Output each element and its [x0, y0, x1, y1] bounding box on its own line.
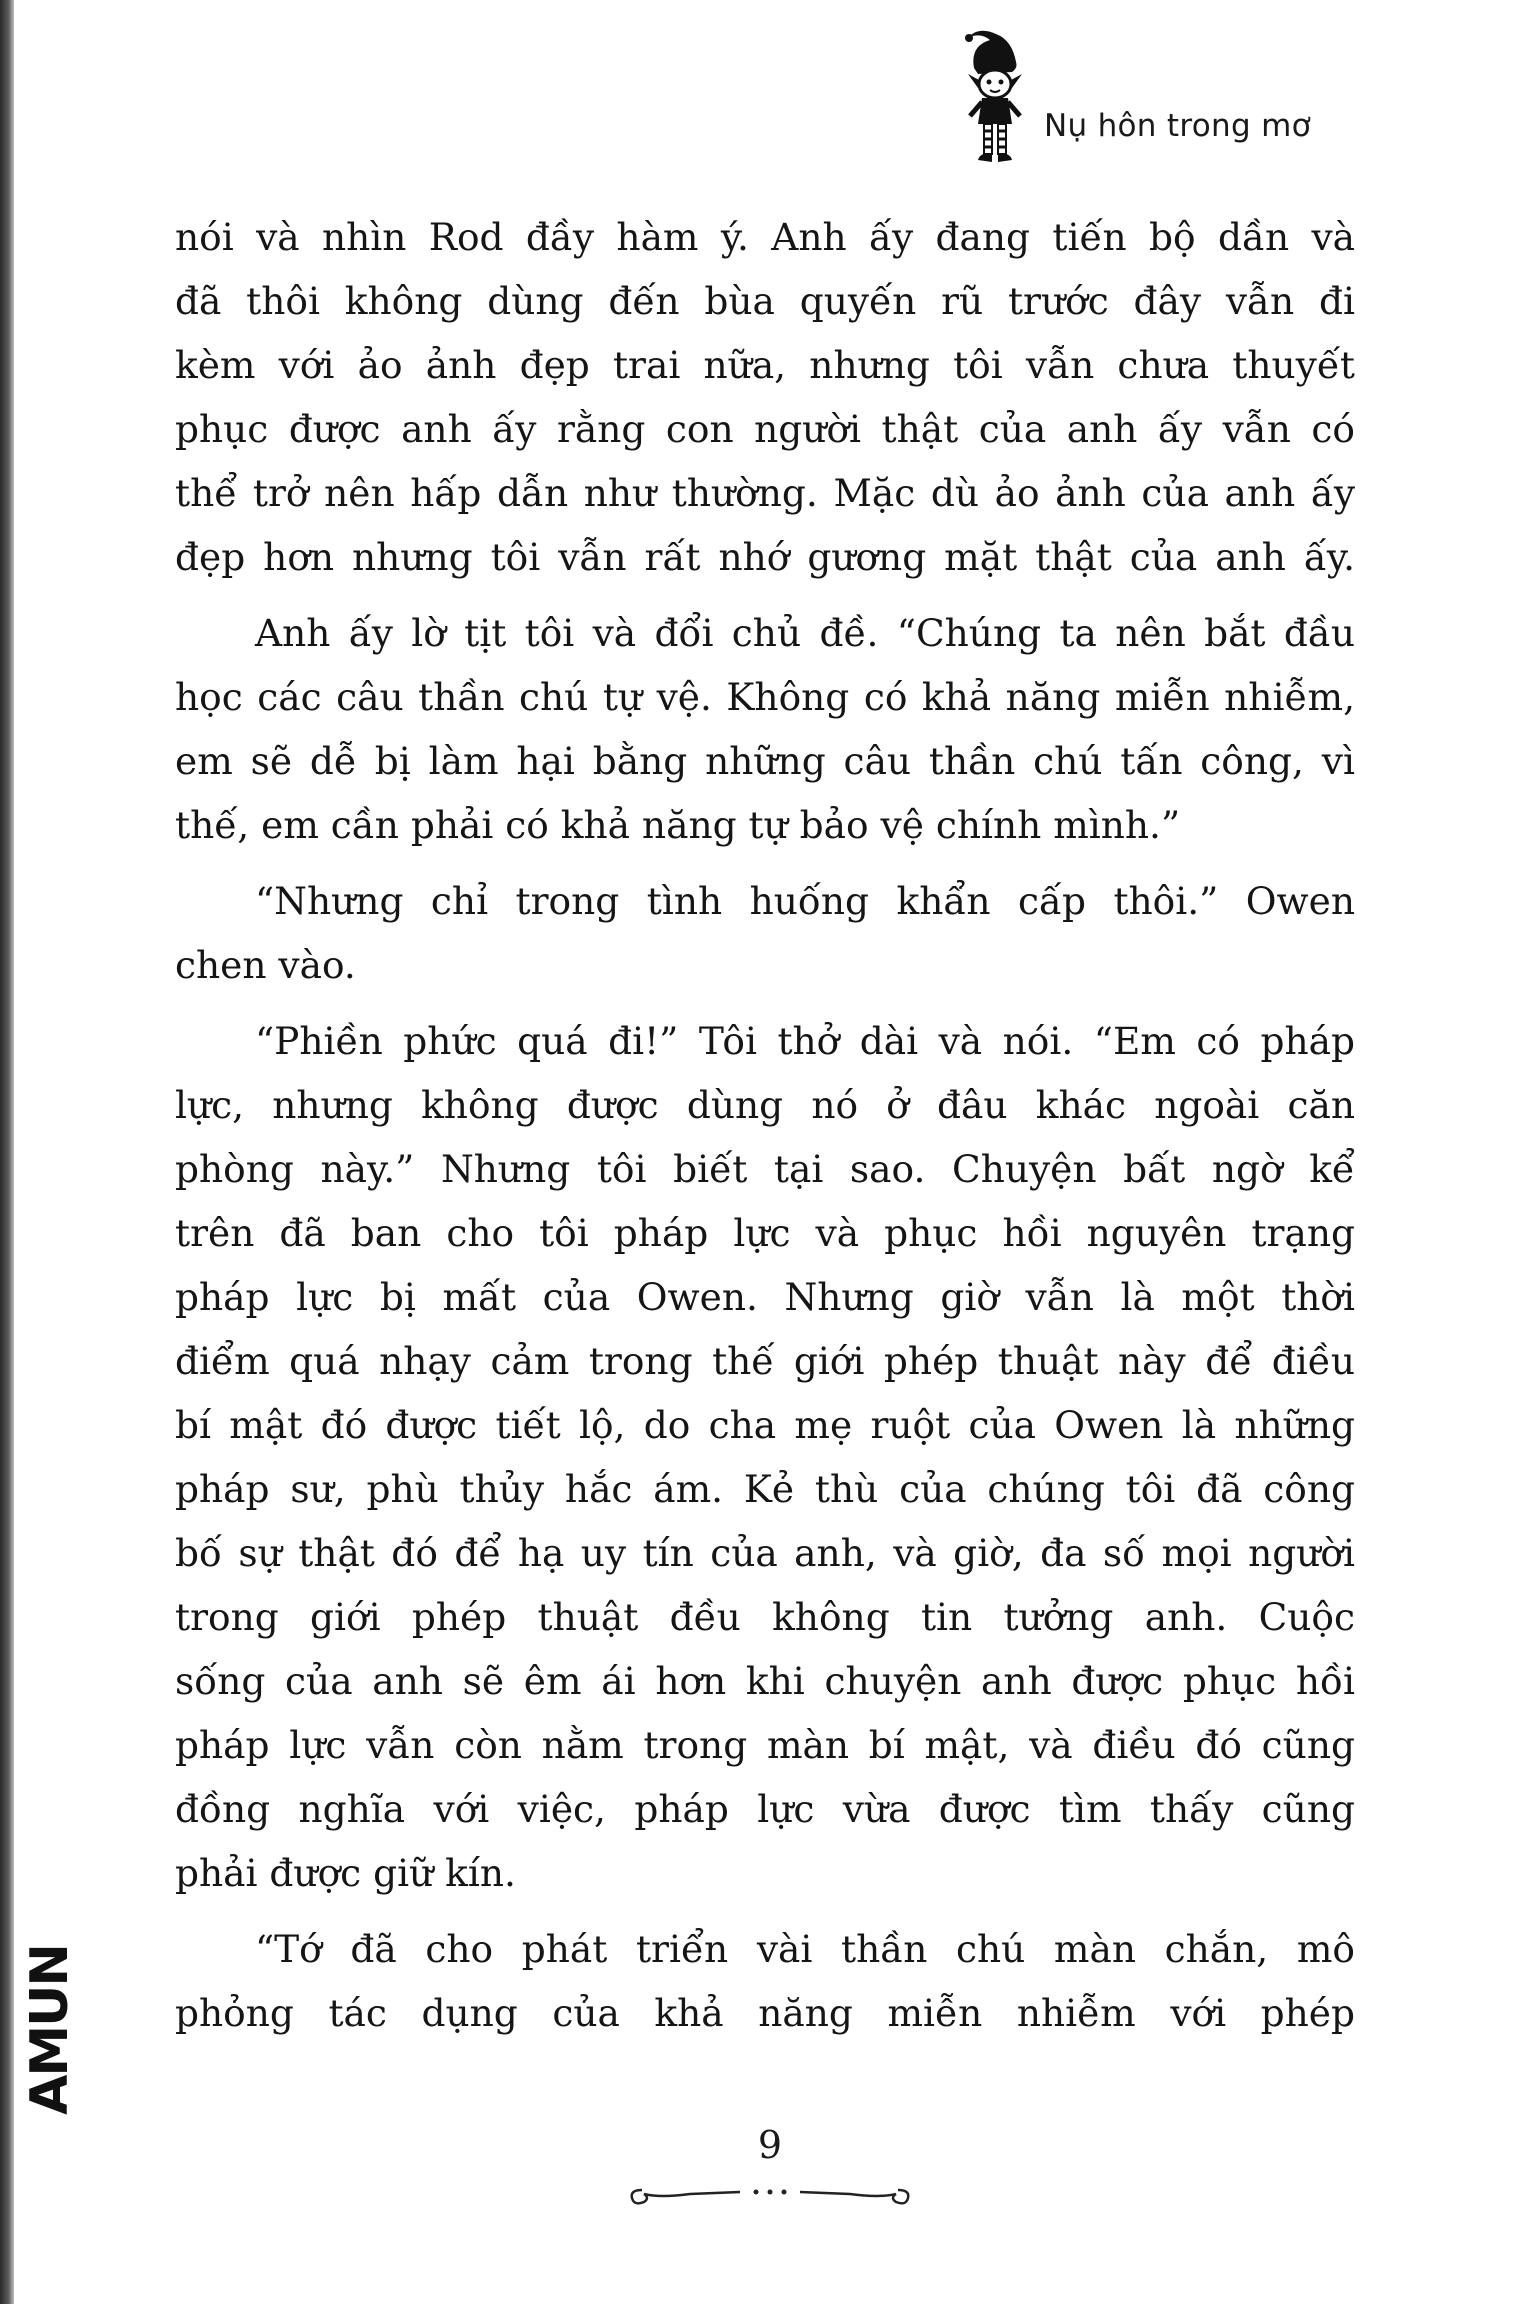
text-line: pháp lực bị mất của Owen. Nhưng giờ vẫn là một thời	[175, 1275, 1355, 1319]
text-line: “Phiền phức quá đi!” Tôi thở dài và nói. “Em có pháp	[255, 1019, 1355, 1063]
text-line: phòng này.” Nhưng tôi biết tại sao. Chuyện bất ngờ kể	[175, 1147, 1355, 1191]
text-line: đẹp hơn nhưng tôi vẫn rất nhớ gương mặt thật của anh ấy.	[175, 535, 1355, 579]
page-number: 9	[757, 2123, 783, 2167]
text-line: chen vào.	[175, 943, 356, 987]
text-line: trên đã ban cho tôi pháp lực và phục hồi nguyên trạng	[175, 1211, 1355, 1255]
text-line: đã thôi không dùng đến bùa quyến rũ trước đây vẫn đi	[175, 279, 1355, 323]
text-line: phải được giữ kín.	[175, 1851, 516, 1895]
paragraph	[175, 205, 1355, 589]
book-spine-edge	[0, 0, 14, 2304]
text-line: Anh ấy lờ tịt tôi và đổi chủ đề. “Chúng ta nên bắt đầu	[255, 611, 1355, 655]
text-line: thế, em cần phải có khả năng tự bảo vệ chính mình.”	[175, 803, 1181, 847]
book-body-text	[175, 205, 1355, 2045]
text-line: đồng nghĩa với việc, pháp lực vừa được tìm thấy cũng	[175, 1787, 1355, 1831]
text-line: lực, nhưng không được dùng nó ở đâu khác ngoài căn	[175, 1083, 1355, 1127]
text-line: pháp lực vẫn còn nằm trong màn bí mật, và điều đó cũng	[175, 1723, 1355, 1767]
running-title: Nụ hôn trong mơ	[1044, 108, 1311, 144]
text-line: học các câu thần chú tự vệ. Không có khả năng miễn nhiễm,	[175, 675, 1355, 719]
elf-mascot-icon	[960, 28, 1030, 178]
paragraph	[175, 601, 1355, 857]
text-line: pháp sư, phù thủy hắc ám. Kẻ thù của chúng tôi đã công	[175, 1467, 1355, 1511]
text-line: sống của anh sẽ êm ái hơn khi chuyện anh được phục hồi	[175, 1659, 1355, 1703]
text-line: phỏng tác dụng của khả năng miễn nhiễm với phép	[175, 1991, 1355, 2035]
text-line: trong giới phép thuật đều không tin tưởng anh. Cuộc	[175, 1595, 1355, 1639]
text-line: “Tớ đã cho phát triển vài thần chú màn chắn, mô	[255, 1927, 1355, 1971]
text-line: thể trở nên hấp dẫn như thường. Mặc dù ảo ảnh của anh ấy	[175, 471, 1355, 515]
paragraph	[175, 1009, 1355, 1905]
text-line: “Nhưng chỉ trong tình huống khẩn cấp thôi.” Owen	[255, 879, 1355, 923]
publisher-logo	[14, 1935, 86, 2125]
text-line: bí mật đó được tiết lộ, do cha mẹ ruột của Owen là những	[175, 1403, 1355, 1447]
text-line: nói và nhìn Rod đầy hàm ý. Anh ấy đang tiến bộ dần và	[175, 215, 1355, 259]
text-line: em sẽ dễ bị làm hại bằng những câu thần chú tấn công, vì	[175, 739, 1355, 783]
page-footer	[620, 2120, 920, 2250]
text-line: điểm quá nhạy cảm trong thế giới phép thuật này để điều	[175, 1339, 1355, 1383]
page-header	[960, 28, 1380, 178]
swirl-ornament-icon	[620, 2176, 920, 2216]
text-line: bố sự thật đó để hạ uy tín của anh, và giờ, đa số mọi người	[175, 1531, 1355, 1575]
paragraph	[175, 869, 1355, 997]
text-line: kèm với ảo ảnh đẹp trai nữa, nhưng tôi vẫn chưa thuyết	[175, 343, 1355, 387]
publisher-logo-text: AMUN	[20, 1945, 80, 2115]
paragraph	[175, 1917, 1355, 2045]
text-line: phục được anh ấy rằng con người thật của anh ấy vẫn có	[175, 407, 1355, 451]
